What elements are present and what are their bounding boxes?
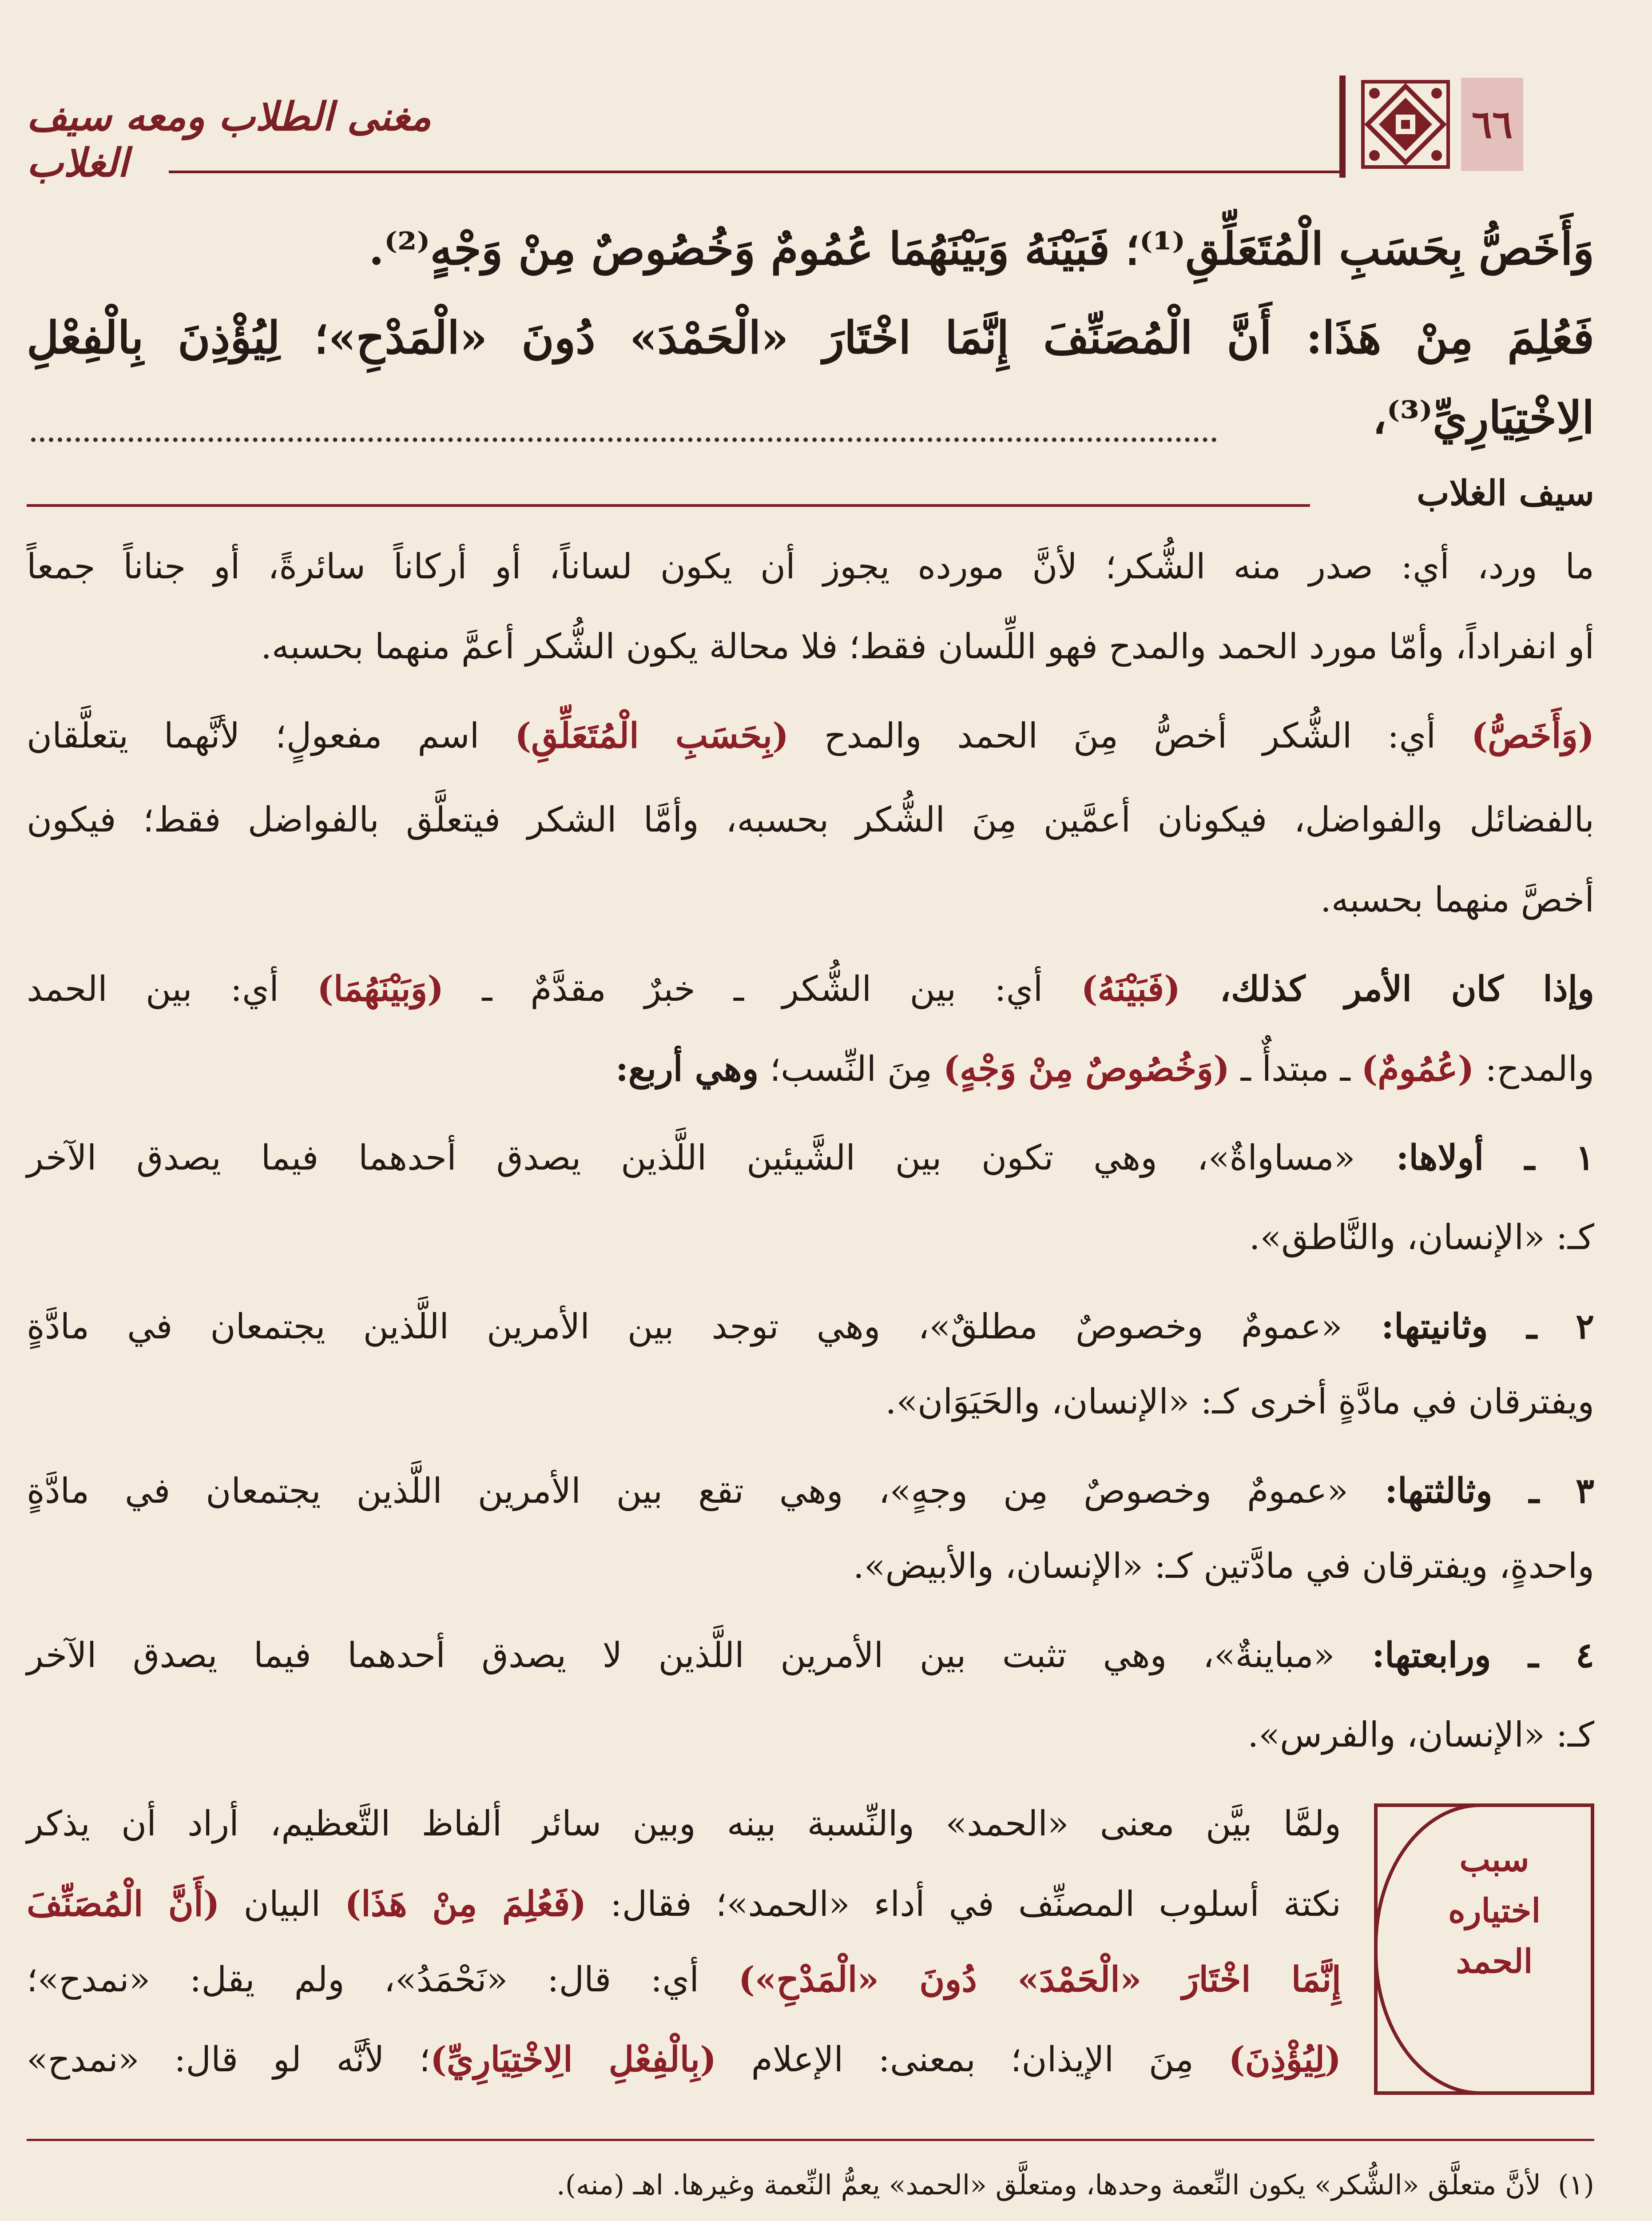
body-line (27, 2039, 1341, 2081)
footnote-rule (27, 2139, 1594, 2141)
side-label-line: اختياره (1448, 1891, 1541, 1930)
matn-quote: (لِيُؤْذِنَ) (1228, 2039, 1341, 2080)
commentary-text: أي: بين الحمد (27, 969, 318, 1009)
footnote (44, 2168, 1594, 2202)
body-line (27, 1959, 1341, 2001)
matn-line: وَأَخَصُّ بِحَسَبِ الْمُتَعَلِّقِ⁽¹⁾؛ فَبَيْنَهُ وَبَيْنَهُمَا عُمُومٌ وَخُصُوصٌ مِنْ وَجْهٍ⁽²⁾. (369, 223, 1594, 275)
body-line (27, 968, 1594, 1011)
list-item (27, 1137, 1594, 1179)
side-label (1421, 1835, 1568, 1987)
matn-line: الِاخْتِيَارِيِّ⁽³⁾، (1372, 391, 1594, 444)
commentary-text: وإذا كان الأمر كذلك، (1180, 969, 1595, 1009)
commentary-text: أي: قال: «نَحْمَدُ»، ولم يقل: «نمدح»؛ (27, 1960, 739, 2000)
dotted-leader (31, 438, 1217, 442)
commentary-text: اسم مفعولٍ؛ لأنَّهما يتعلَّقان (27, 716, 515, 756)
matn-quote: (بِالْفِعْلِ الِاخْتِيَارِيِّ) (430, 2039, 716, 2080)
list-item-text: «عمومٌ وخصوصٌ مِن وجهٍ»، وهي تقع بين الأمرين اللَّذين يجتمعان في مادَّةٍ (27, 1471, 1348, 1511)
matn-quote: (فَعُلِمَ مِنْ هَذَا) (345, 1884, 587, 1924)
list-item (27, 1635, 1594, 1677)
matn-quote: (بِحَسَبِ الْمُتَعَلِّقِ) (515, 716, 789, 756)
matn-quote: إِنَّمَا اخْتَارَ «الْحَمْدَ» دُونَ «الْمَدْحِ») (738, 1959, 1341, 2000)
list-item-text: «مساواةٌ»، وهي تكون بين الشَّيئين اللَّذين يصدق أحدهما فيما يصدق الآخر (27, 1138, 1355, 1178)
list-item-text: «مباينةٌ»، وهي تثبت بين الأمرين اللَّذين لا يصدق أحدهما فيما يصدق الآخر (27, 1636, 1335, 1676)
matn-quote: (وَخُصُوصٌ مِنْ وَجْهٍ) (943, 1049, 1230, 1089)
body-line: أخصَّ منهما بحسبه. (1320, 880, 1594, 920)
list-item-cont: كـ: «الإنسان، والفرس». (1247, 1715, 1594, 1755)
ornament-icon (1361, 80, 1450, 169)
side-label-line: الحمد (1456, 1942, 1533, 1981)
running-title: مغنى الطلاب ومعه سيف الغلاب (27, 93, 431, 186)
list-item (27, 1306, 1594, 1348)
body-line: ولمَّا بيَّن معنى «الحمد» والنِّسبة بينه وبين سائر ألفاظ التَّعظيم، أراد أن يذكر (27, 1804, 1341, 1844)
side-label-line: سبب (1459, 1841, 1529, 1879)
matn-quote: (فَبَيْنَهُ) (1081, 969, 1181, 1009)
list-item-label: ٢ ـ وثانيتها: (1342, 1306, 1594, 1347)
commentary-text: وهي أربع: (616, 1049, 759, 1089)
body-line (27, 1048, 1594, 1091)
commentary-text: ؛ لأنَّه لو قال: «نمدح» (27, 2040, 430, 2080)
body-line (27, 715, 1594, 757)
list-item-label: ٤ ـ ورابعتها: (1334, 1635, 1594, 1676)
page-number: ٦٦ (1461, 78, 1523, 171)
body-line: بالفضائل والفواضل، فيكونان أعمَّين مِنَ الشُّكر بحسبه، وأمَّا الشكر فيتعلَّق بالفواضل فقط؛ فيكون (27, 800, 1595, 840)
commentary-text: نكتة أسلوب المصنِّف في أداء «الحمد»؛ فقال: (586, 1884, 1341, 1924)
footnote-text: لأنَّ متعلَّق «الشُّكر» يكون النِّعمة وحدها، ومتعلَّق «الحمد» يعمُّ النِّعمة وغيرها. اهـ (منه). (556, 2169, 1541, 2201)
list-item-cont: ويفترقان في مادَّةٍ أخرى كـ: «الإنسان، والحَيَوَان». (885, 1382, 1594, 1422)
header-divider (1339, 76, 1346, 178)
list-item-cont: كـ: «الإنسان، والنَّاطق». (1249, 1218, 1594, 1258)
list-item-cont: واحدةٍ، ويفترقان في مادَّتين كـ: «الإنسان، والأبيض». (853, 1546, 1594, 1586)
commentary-text: والمدح: (1474, 1049, 1594, 1089)
commentary-text: البيان (219, 1884, 345, 1924)
body-line (27, 1883, 1341, 1926)
commentary-text: ـ مبتدأٌ ـ (1230, 1049, 1362, 1089)
footnote-number: (١) (1558, 2169, 1594, 2201)
matn-quote: (وَبَيْنَهُمَا) (317, 969, 444, 1009)
matn-quote: (أَنَّ الْمُصَنِّفَ (27, 1884, 220, 1924)
commentary-text: مِنَ النِّسب؛ (758, 1049, 943, 1089)
list-item-label: ١ ـ أولاها: (1355, 1138, 1594, 1178)
matn-quote: (عُمُومٌ) (1361, 1049, 1474, 1089)
commentary-text: أي: الشُّكر أخصُّ مِنَ الحمد والمدح (789, 716, 1472, 756)
matn-quote: (وَأَخَصُّ) (1471, 716, 1594, 756)
matn-line: فَعُلِمَ مِنْ هَذَا: أَنَّ الْمُصَنِّفَ إِنَّمَا اخْتَارَ «الْحَمْدَ» دُونَ «الْمَدْحِ»؛ لِيُؤْذِنَ بِالْفِعْلِ (27, 311, 1594, 364)
list-item-label: ٣ ـ وثالثتها: (1348, 1471, 1594, 1511)
body-line: أو انفراداً، وأمّا مورد الحمد والمدح فهو اللِّسان فقط؛ فلا محالة يكون الشُّكر أعمَّ منهما بحسبه. (261, 627, 1594, 667)
commentary-text: أي: بين الشُّكر ـ خبرٌ مقدَّمٌ ـ (444, 969, 1081, 1009)
section-rule (27, 504, 1310, 507)
list-item-text: «عمومٌ وخصوصٌ مطلقٌ»، وهي توجد بين الأمرين اللَّذين يجتمعان في مادَّةٍ (27, 1307, 1342, 1347)
body-line: ما ورد، أي: صدر منه الشُّكر؛ لأنَّ مورده يجوز أن يكون لساناً، أو أركاناً سائرةً، أو جناناً جمعاً (27, 547, 1595, 587)
commentary-text: مِنَ الإيذان؛ بمعنى: الإعلام (716, 2040, 1229, 2080)
list-item (27, 1470, 1594, 1513)
section-title: سيف الغلاب (1417, 473, 1594, 513)
